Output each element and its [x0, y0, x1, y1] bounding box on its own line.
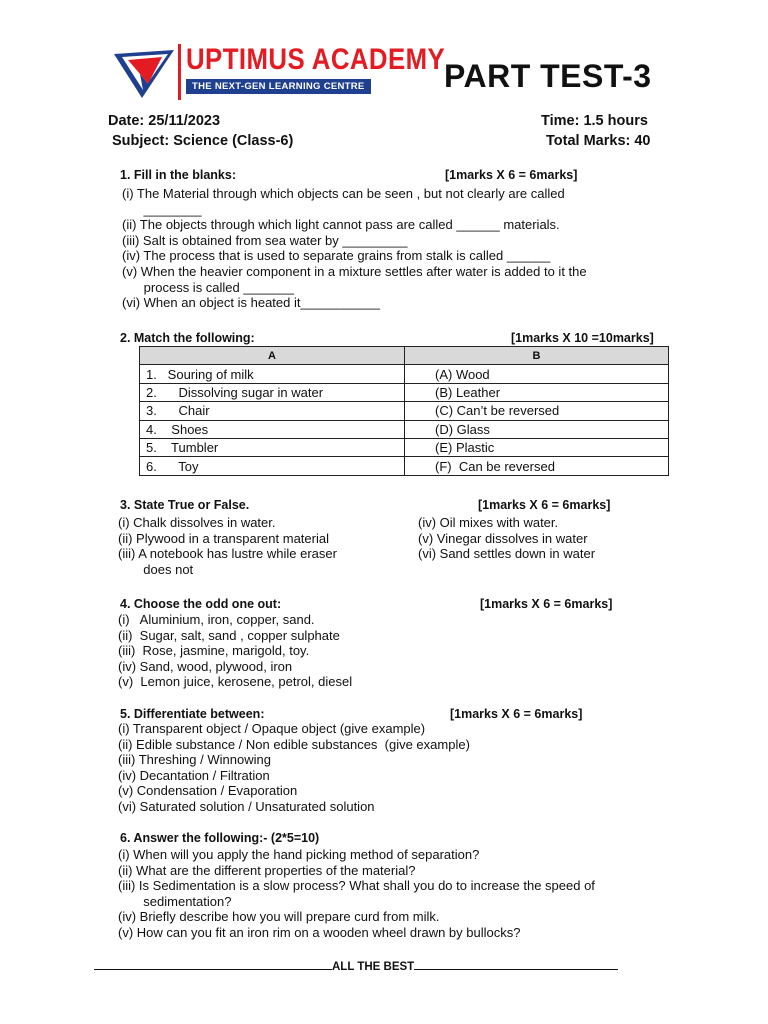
q1-title: 1. Fill in the blanks:	[120, 168, 236, 182]
exam-date: Date: 25/11/2023	[108, 113, 221, 129]
q4-line: (v) Lemon juice, kerosene, petrol, diesel	[118, 674, 353, 690]
q4-line: (iv) Sand, wood, plywood, iron	[118, 658, 293, 674]
q3-line: (vi) Sand settles down in water	[418, 546, 596, 562]
column-a-header: A	[140, 347, 405, 365]
q1-line: (i) The Material through which objects can be seen , but not clearly are called	[122, 186, 565, 201]
q3-title: 3. State True or False.	[120, 498, 250, 512]
q3-left-list	[118, 515, 337, 577]
q6-line: (v) How can you fit an iron rim on a wooden wheel drawn by bullocks?	[118, 924, 521, 940]
q1-marks: [1marks X 6 = 6marks]	[445, 168, 578, 182]
q1-line: (v) When the heavier component in a mixture settles after water is added to it the	[122, 263, 587, 279]
q5-title: 5. Differentiate between:	[120, 707, 265, 721]
q3-line: (iv) Oil mixes with water.	[418, 515, 559, 530]
q3-line: (v) Vinegar dissolves in water	[418, 530, 588, 546]
q4-line: (iii) Rose, jasmine, marigold, toy.	[118, 643, 310, 659]
column-b-cell: (F) Can be reversed	[405, 457, 669, 475]
q1-line: (iii) Salt is obtained from sea water by _________	[122, 232, 408, 248]
q5-line: (iv) Decantation / Filtration	[118, 767, 270, 783]
column-b-cell: (C) Can’t be reversed	[405, 402, 669, 420]
match-table-wrap	[139, 346, 669, 476]
q3-right-list	[418, 515, 595, 562]
table-header-row	[140, 347, 669, 365]
q6-line: sedimentation?	[118, 893, 232, 909]
q4-line: (i) Aluminium, iron, copper, sand.	[118, 612, 315, 627]
q6-line: (iii) Is Sedimentation is a slow process? What shall you do to increase the speed of	[118, 878, 595, 894]
q1-list	[122, 186, 587, 311]
q6-line: (iv) Briefly describe how you will prepare curd from milk.	[118, 909, 440, 925]
q6-line: (i) When will you apply the hand picking method of separation?	[118, 847, 480, 862]
column-b-cell: (A) Wood	[405, 365, 669, 383]
test-title: PART TEST-3	[444, 58, 652, 94]
q3-line: does not	[118, 561, 194, 577]
q6-title: 6. Answer the following:- (2*5=10)	[120, 831, 320, 845]
table-row	[140, 438, 669, 456]
q3-line: (ii) Plywood in a transparent material	[118, 530, 329, 546]
footer-rule-left	[94, 958, 332, 970]
brand-tagline: THE NEXT-GEN LEARNING CENTRE	[186, 79, 371, 94]
q5-line: (iii) Threshing / Winnowing	[118, 752, 271, 768]
q4-list	[118, 612, 352, 690]
q5-line: (v) Condensation / Evaporation	[118, 783, 298, 799]
brand-name: UPTIMUS ACADEMY	[186, 43, 446, 76]
q5-list	[118, 721, 470, 815]
q4-title: 4. Choose the odd one out:	[120, 597, 282, 611]
table-row	[140, 420, 669, 438]
column-a-cell: 3. Chair	[140, 402, 405, 420]
exam-subject: Subject: Science (Class-6)	[112, 133, 294, 149]
column-b-cell: (E) Plastic	[405, 438, 669, 456]
q1-line: process is called _______	[122, 279, 294, 295]
column-a-cell: 1. Souring of milk	[140, 365, 405, 383]
q2-marks: [1marks X 10 =10marks]	[511, 331, 654, 345]
q5-marks: [1marks X 6 = 6marks]	[450, 707, 583, 721]
q4-marks: [1marks X 6 = 6marks]	[480, 597, 613, 611]
academy-logo-icon	[112, 44, 176, 100]
exam-total-marks: Total Marks: 40	[546, 133, 651, 149]
q1-line: (vi) When an object is heated it___________	[122, 295, 381, 311]
brand-divider	[178, 44, 181, 100]
q4-line: (ii) Sugar, salt, sand , copper sulphate	[118, 627, 340, 643]
q3-line: (iii) A notebook has lustre while eraser	[118, 546, 337, 562]
table-row	[140, 402, 669, 420]
column-a-cell: 5. Tumbler	[140, 438, 405, 456]
footer-text: ALL THE BEST	[332, 961, 415, 973]
q3-marks: [1marks X 6 = 6marks]	[478, 498, 611, 512]
q2-title: 2. Match the following:	[120, 331, 255, 345]
q1-line: ________	[122, 201, 202, 217]
table-row	[140, 457, 669, 475]
footer	[94, 958, 618, 973]
exam-time: Time: 1.5 hours	[541, 113, 648, 129]
q5-line: (ii) Edible substance / Non edible substances (give example)	[118, 736, 470, 752]
column-b-cell: (B) Leather	[405, 383, 669, 401]
brand-block	[186, 44, 487, 94]
q1-line: (ii) The objects through which light cannot pass are called ______ materials.	[122, 217, 560, 233]
column-a-cell: 2. Dissolving sugar in water	[140, 383, 405, 401]
column-a-cell: 4. Shoes	[140, 420, 405, 438]
q5-line: (i) Transparent object / Opaque object (give example)	[118, 721, 426, 736]
column-b-cell: (D) Glass	[405, 420, 669, 438]
q5-line: (vi) Saturated solution / Unsaturated solution	[118, 798, 375, 814]
footer-rule-right	[414, 958, 618, 970]
column-a-cell: 6. Toy	[140, 457, 405, 475]
q3-line: (i) Chalk dissolves in water.	[118, 515, 276, 530]
table-row	[140, 365, 669, 383]
q6-list	[118, 847, 595, 941]
match-table	[139, 346, 669, 476]
q6-line: (ii) What are the different properties of the material?	[118, 862, 416, 878]
table-row	[140, 383, 669, 401]
q1-line: (iv) The process that is used to separate grains from stalk is called ______	[122, 248, 551, 264]
column-b-header: B	[405, 347, 669, 365]
